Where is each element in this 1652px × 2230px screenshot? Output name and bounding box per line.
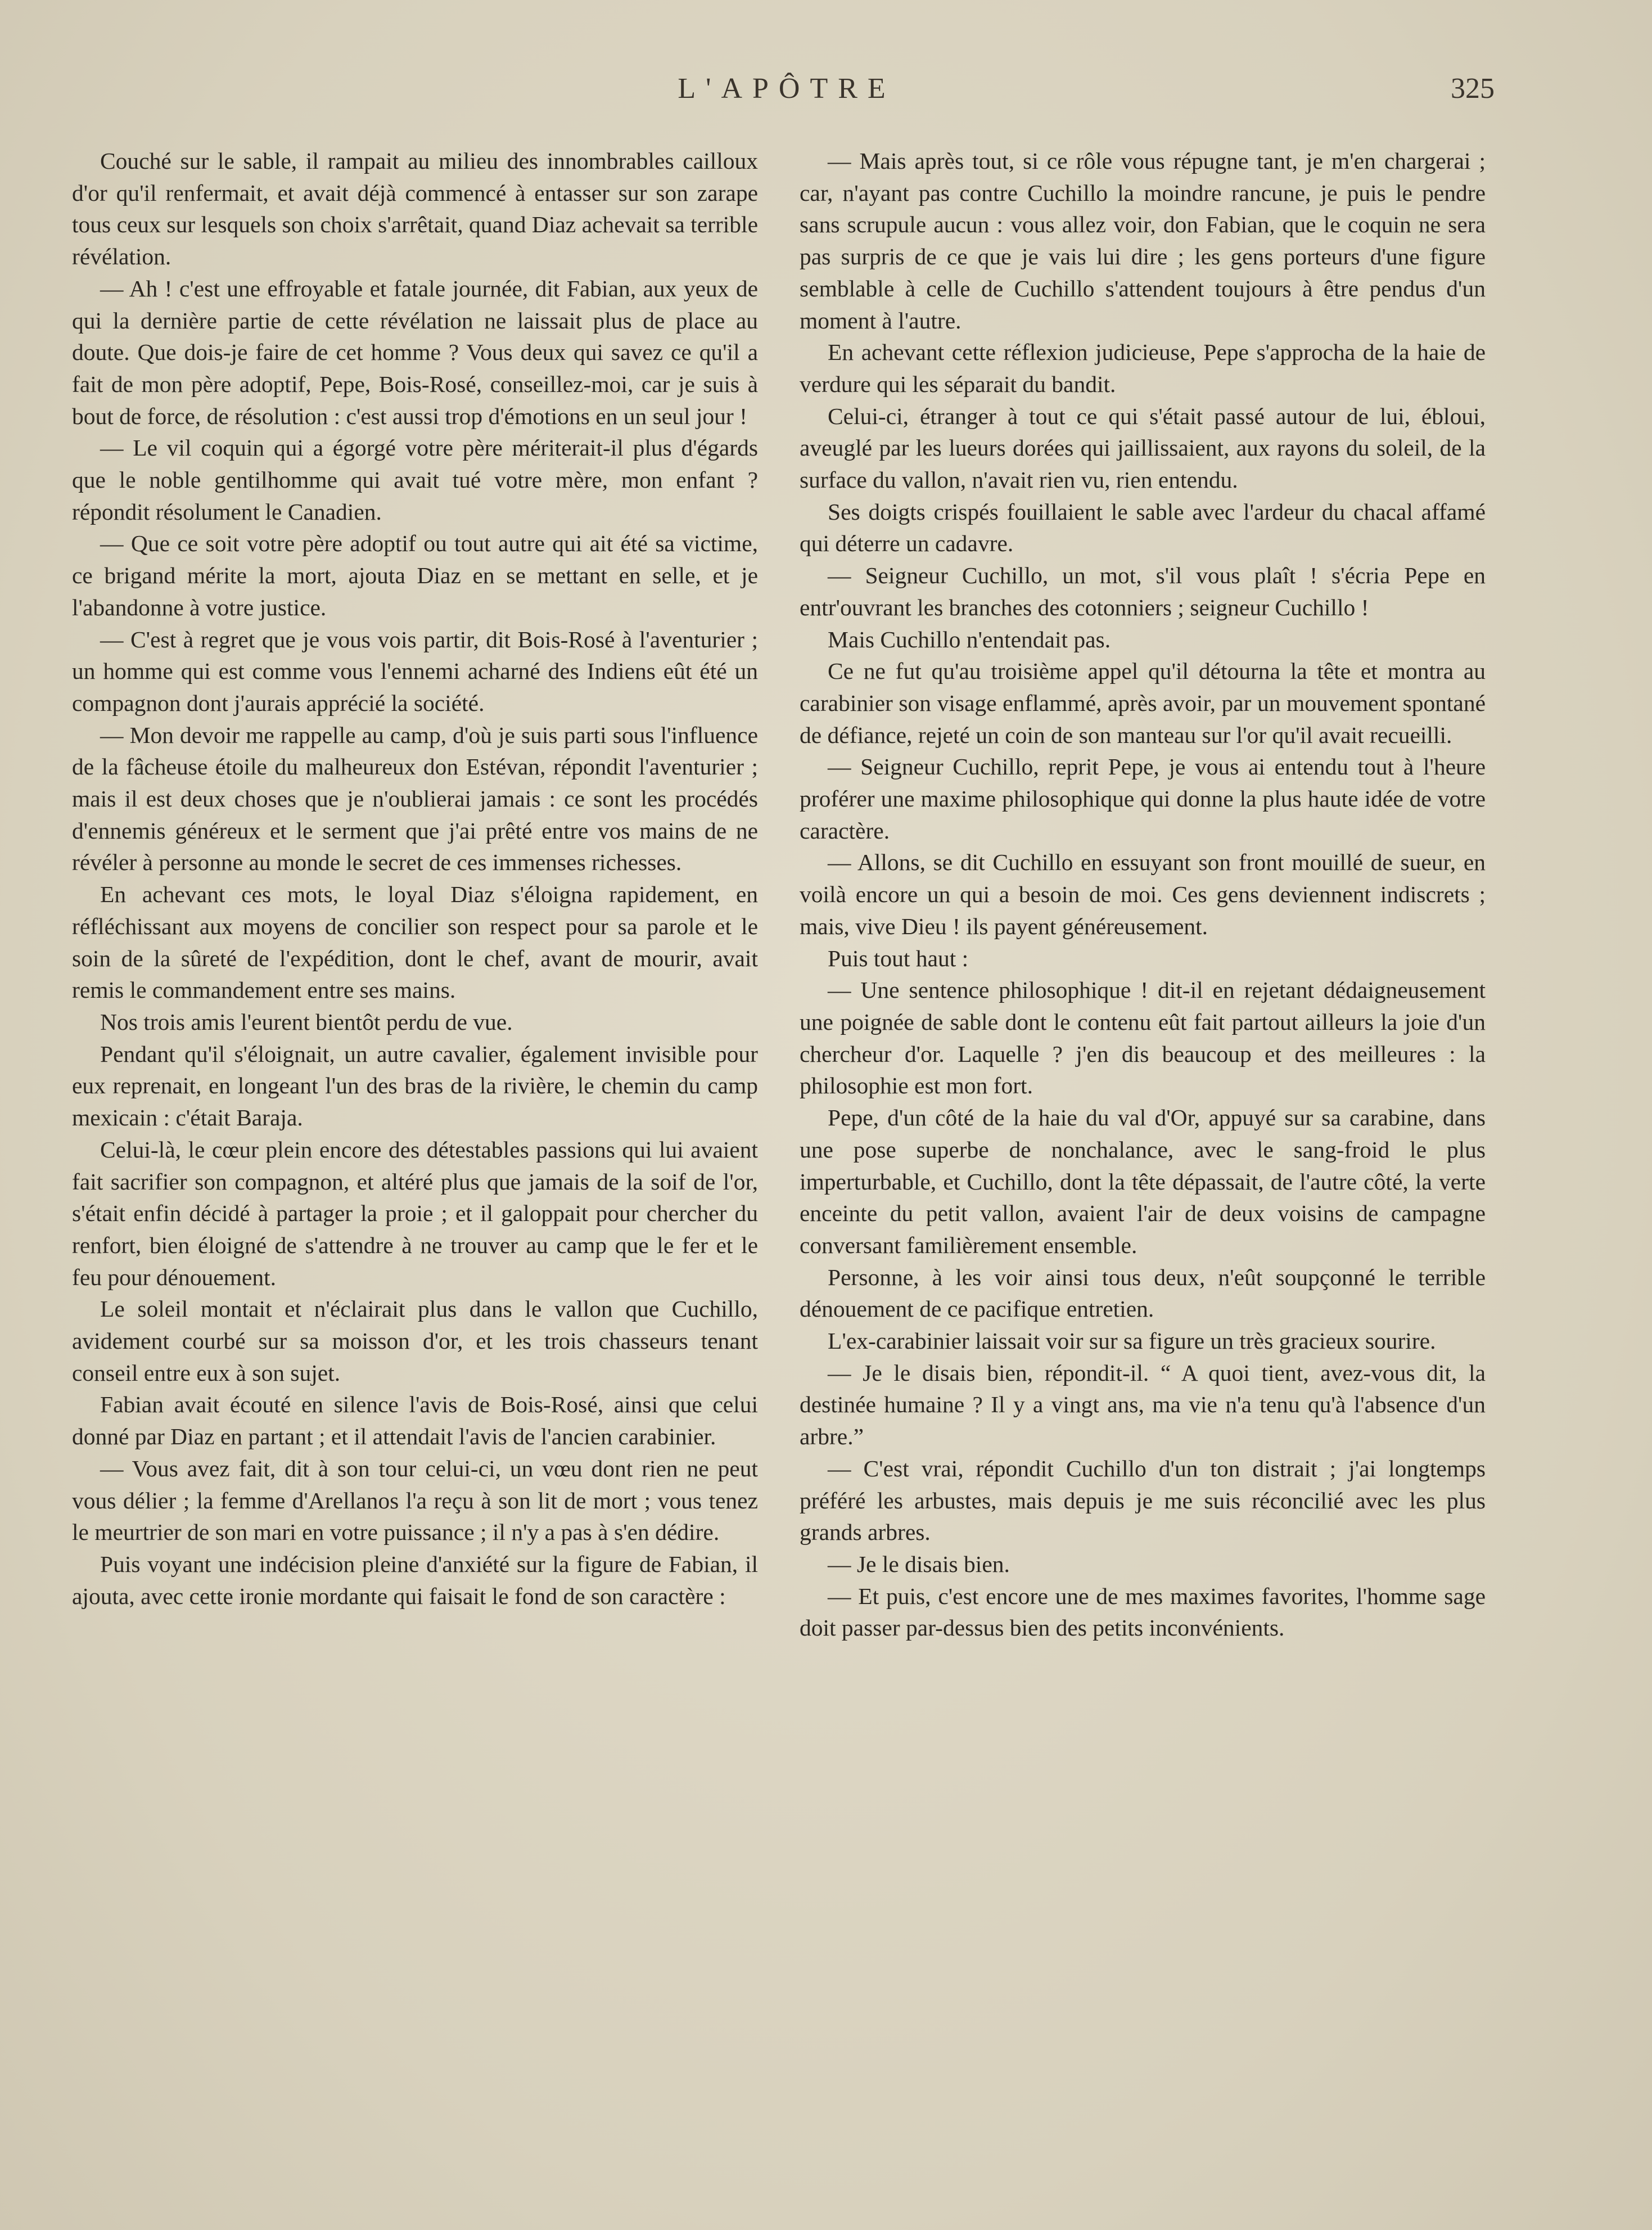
paragraph: — C'est à regret que je vous vois partir, dit Bois-Rosé à l'aventurier ; un homme qui est comme vous l'ennemi acharné des Indiens eût été un compagnon dont j'aurais apprécié la société.: [72, 626, 758, 716]
paragraph: Ce ne fut qu'au troisième appel qu'il détourna la tête et montra au carabinier son visage enflammé, après avoir, par un mouvement spontané de défiance, rejeté un coin de son manteau sur l'or qu'il avait recueilli.: [800, 658, 1486, 748]
paragraph: — Le vil coquin qui a égorgé votre père mériterait-il plus d'égards que le noble gentilhomme qui avait tué votre mère, mon enfant ? répondit résolument le Canadien.: [72, 435, 758, 525]
paragraph: Couché sur le sable, il rampait au milieu des innombrables cailloux d'or qu'il renfermait, et avait déjà commencé à entasser sur son zarape tous ceux sur lesquels son choix s'arrêtait, quand Diaz achevait sa terrible révélation.: [72, 148, 758, 270]
paragraph: Personne, à les voir ainsi tous deux, n'eût soupçonné le terrible dénouement de ce pacifique entretien.: [800, 1264, 1486, 1322]
paragraph: — Seigneur Cuchillo, un mot, s'il vous plaît ! s'écria Pepe en entr'ouvrant les branches des cotonniers ; seigneur Cuchillo !: [800, 562, 1486, 620]
paragraph: — Je le disais bien, répondit-il. “ A quoi tient, avez-vous dit, la destinée humaine ? Il y a vingt ans, ma vie n'a tenu qu'à l'absence d'un arbre.”: [800, 1359, 1486, 1450]
paragraph: — Je le disais bien.: [828, 1551, 1010, 1577]
paragraph: — C'est vrai, répondit Cuchillo d'un ton distrait ; j'ai longtemps préféré les arbustes, mais depuis je me suis réconcilié avec les plus grands arbres.: [800, 1455, 1486, 1546]
paragraph: Pepe, d'un côté de la haie du val d'Or, appuyé sur sa carabine, dans une pose superbe de nonchalance, avec le sang-froid le plus imperturbable, et Cuchillo, dont la tête dépassait, de l'autre côté, la verte enceinte du petit vallon, avaient l'air de deux voisins de campagne conversant familièrement ensemble.: [800, 1105, 1486, 1258]
paragraph: — Que ce soit votre père adoptif ou tout autre qui ait été sa victime, ce brigand mérite la mort, ajouta Diaz en se mettant en selle, et je l'abandonne à votre justice.: [72, 530, 758, 620]
paragraph: En achevant ces mots, le loyal Diaz s'éloigna rapidement, en réfléchissant aux moyens de concilier son respect pour sa parole et le soin de la sûreté de l'expédition, dont le chef, avant de mourir, avait remis le commandement entre ses mains.: [72, 881, 758, 1003]
paragraph: Celui-ci, étranger à tout ce qui s'était passé autour de lui, ébloui, aveuglé par les lueurs dorées qui jaillissaient, aux rayons du soleil, de la surface du vallon, n'avait rien vu, rien entendu.: [800, 403, 1486, 493]
paragraph: — Mon devoir me rappelle au camp, d'où je suis parti sous l'influence de la fâcheuse étoile du malheureux don Estévan, répondit l'aventurier ; mais il est deux choses que je n'oublierai jamais : ce sont les procédés d'ennemis généreux et le serment que j'ai prêté entre vos mains de ne révéler à personne au monde le secret de ces immenses richesses.: [72, 722, 758, 876]
paragraph: Le soleil montait et n'éclairait plus dans le vallon que Cuchillo, avidement courbé sur sa moisson d'or, et les trois chasseurs tenant conseil entre eux à son sujet.: [72, 1296, 758, 1386]
left-column: [72, 145, 758, 1612]
paragraph: — Mais après tout, si ce rôle vous répugne tant, je m'en chargerai ; car, n'ayant pas contre Cuchillo la moindre rancune, je puis le pendre sans scrupule aucun : vous allez voir, don Fabian, que le coquin ne sera pas surpris de ce que je vais lui dire ; les gens porteurs d'une figure semblable à celle de Cuchillo s'attendent toujours à être pendus d'un moment à l'autre.: [800, 148, 1486, 334]
running-title: L'APÔTRE: [678, 73, 896, 105]
paragraph: — Vous avez fait, dit à son tour celui-ci, un vœu dont rien ne peut vous délier ; la femme d'Arellanos l'a reçu à son lit de mort ; vous tenez le meurtrier de son mari en votre puissance ; il n'y a pas à s'en dédire.: [72, 1455, 758, 1546]
paragraph: L'ex-carabinier laissait voir sur sa figure un très gracieux sourire.: [828, 1328, 1436, 1354]
paragraph: — Allons, se dit Cuchillo en essuyant son front mouillé de sueur, en voilà encore un qui a besoin de moi. Ces gens deviennent indiscrets ; mais, vive Dieu ! ils payent généreusement.: [800, 849, 1486, 939]
paragraph: Puis voyant une indécision pleine d'anxiété sur la figure de Fabian, il ajouta, avec cette ironie mordante qui faisait le fond de son caractère :: [72, 1551, 758, 1609]
paragraph: — Seigneur Cuchillo, reprit Pepe, je vous ai entendu tout à l'heure proférer une maxime philosophique qui donne la plus haute idée de votre caractère.: [800, 754, 1486, 844]
paragraph: Fabian avait écouté en silence l'avis de Bois-Rosé, ainsi que celui donné par Diaz en partant ; et il attendait l'avis de l'ancien carabinier.: [72, 1391, 758, 1450]
right-column: [800, 145, 1486, 1644]
paragraph: Pendant qu'il s'éloignait, un autre cavalier, également invisible pour eux reprenait, en longeant l'un des bras de la rivière, le chemin du camp mexicain : c'était Baraja.: [72, 1040, 758, 1131]
paragraph: Nos trois amis l'eurent bientôt perdu de vue.: [100, 1008, 513, 1035]
paragraph: Celui-là, le cœur plein encore des détestables passions qui lui avaient fait sacrifier son compagnon, et altéré plus que jamais de la soif de l'or, s'était enfin décidé à partager la proie ; et il galoppait pour chercher du renfort, bien éloigné de s'attendre à ne trouver au camp que le fer et le feu pour dénouement.: [72, 1136, 758, 1290]
page-header: [79, 72, 1495, 111]
paragraph: — Ah ! c'est une effroyable et fatale journée, dit Fabian, aux yeux de qui la dernière partie de cette révélation ne laissait plus de place au doute. Que dois-je faire de cet homme ? Vous deux qui savez ce qu'il a fait de mon père adoptif, Pepe, Bois-Rosé, conseillez-moi, car je suis à bout de force, de résolution : c'est aussi trop d'émotions en un seul jour !: [72, 275, 758, 429]
paragraph: — Et puis, c'est encore une de mes maximes favorites, l'homme sage doit passer par-dessus bien des petits inconvénients.: [800, 1583, 1486, 1641]
page-number: 325: [1451, 73, 1495, 105]
paragraph: Ses doigts crispés fouillaient le sable avec l'ardeur du chacal affamé qui déterre un cadavre.: [800, 498, 1486, 557]
paragraph: Puis tout haut :: [828, 945, 969, 971]
paragraph: — Une sentence philosophique ! dit-il en rejetant dédaigneusement une poignée de sable dont le contenu eût fait partout ailleurs la joie d'un chercheur d'or. Laquelle ? j'en dis beaucoup et des meilleures : la philosophie est mon fort.: [800, 977, 1486, 1099]
paragraph: En achevant cette réflexion judicieuse, Pepe s'approcha de la haie de verdure qui les séparait du bandit.: [800, 339, 1486, 397]
paragraph: Mais Cuchillo n'entendait pas.: [828, 626, 1111, 652]
